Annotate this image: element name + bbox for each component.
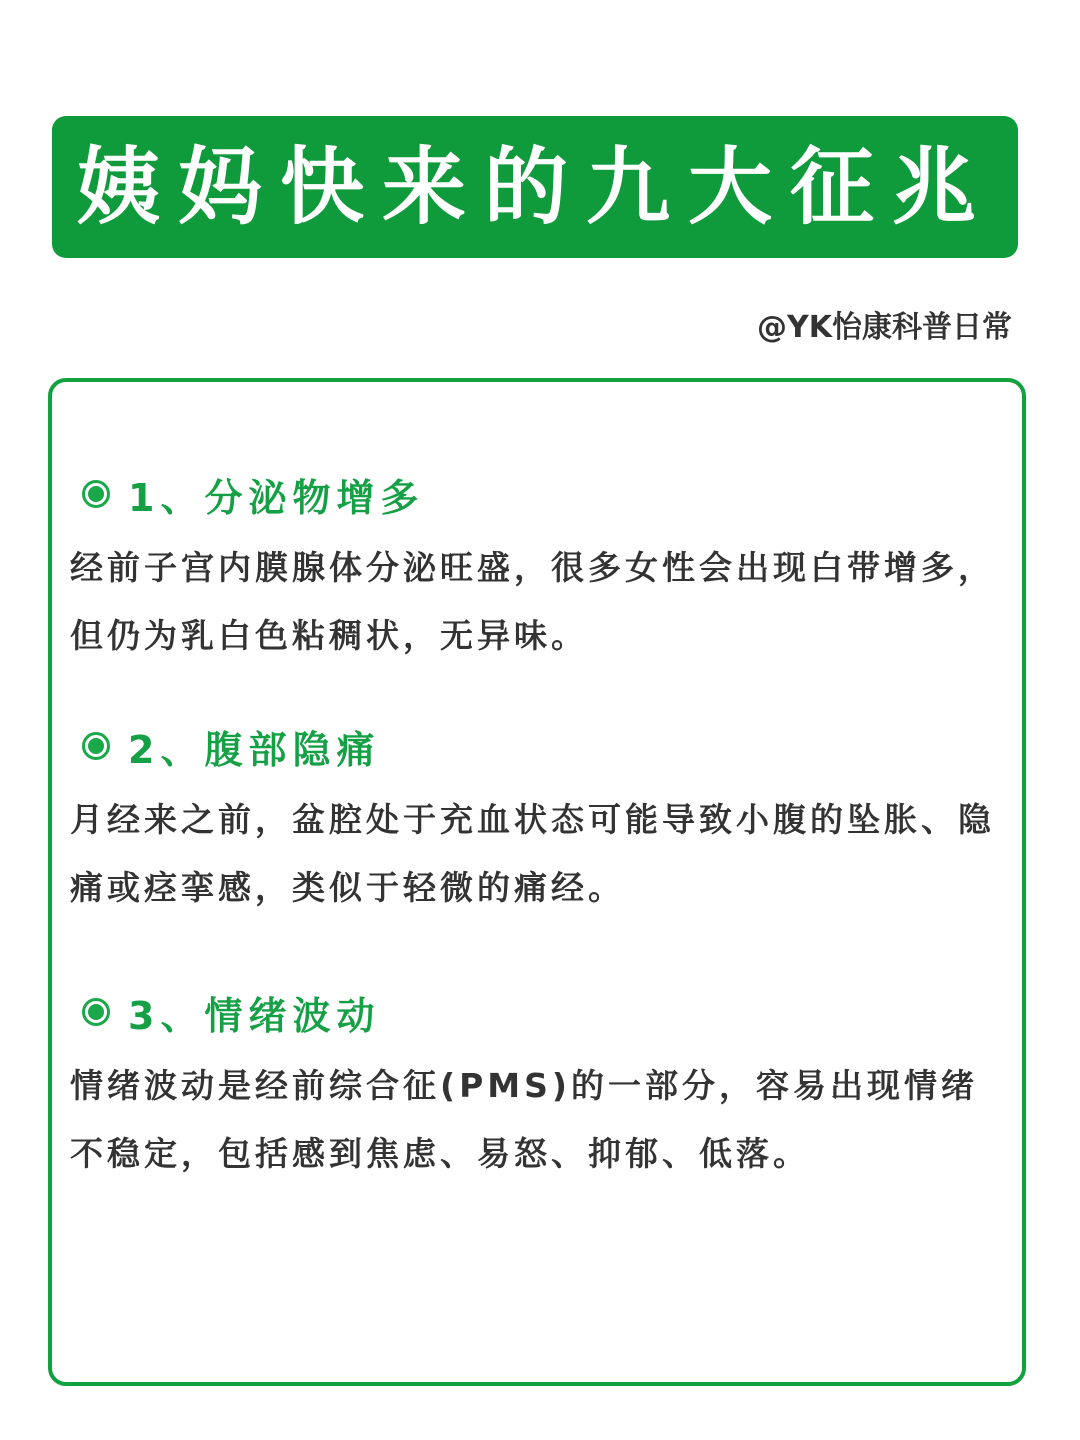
- section-3: [70, 982, 1010, 1188]
- section-title: 2、腹部隐痛: [128, 727, 381, 772]
- section-body: 情绪波动是经前综合征(PMS)的一部分，容易出现情绪不稳定，包括感到焦虑、易怒、抑郁、低落。: [70, 1066, 978, 1173]
- bullet-icon: [82, 732, 110, 760]
- section-body: 经前子宫内膜腺体分泌旺盛，很多女性会出现白带增多，但仍为乳白色粘稠状，无异味。: [70, 548, 995, 655]
- section-body: 月经来之前，盆腔处于充血状态可能导致小腹的坠胀、隐痛或痉挛感，类似于轻微的痛经。: [70, 800, 995, 907]
- section-title: 1、分泌物增多: [128, 475, 425, 520]
- section-heading-row: [70, 716, 1010, 776]
- content-card: [48, 378, 1026, 1386]
- page-title: 姨妈快来的九大征兆: [75, 138, 994, 236]
- author-handle: @YK怡康科普日常: [757, 310, 1012, 345]
- bullet-icon: [82, 480, 110, 508]
- section-heading-row: [70, 464, 1010, 524]
- bullet-icon: [82, 998, 110, 1026]
- section-1: [70, 464, 1010, 670]
- section-heading-row: [70, 982, 1010, 1042]
- title-banner: [52, 116, 1018, 258]
- section-2: [70, 716, 1010, 922]
- section-title: 3、情绪波动: [128, 993, 381, 1038]
